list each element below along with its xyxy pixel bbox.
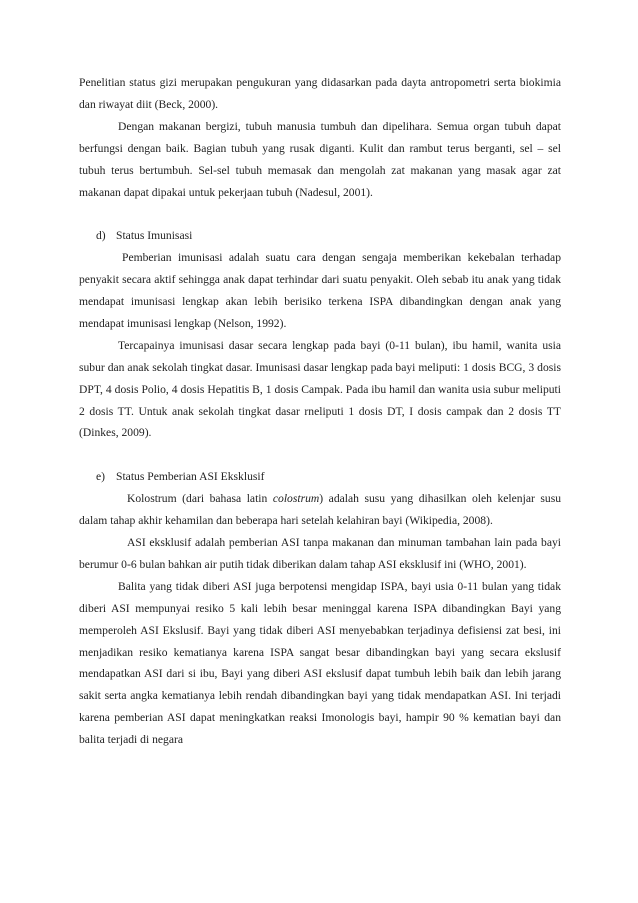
section-heading-asi-eksklusif [79, 466, 561, 488]
paragraph-asi-eksklusif-definition: ASI eksklusif adalah pemberian ASI tanpa makanan dan minuman tambahan lain pada bayi berumur 0-6 bulan bahkan air putih tidak diberikan dalam tahap ASI eksklusif ini (WHO, 2001). [79, 536, 561, 571]
paragraph-pemberian-imunisasi: Pemberian imunisasi adalah suatu cara dengan sengaja memberikan kekebalan terhadap penyakit secara aktif sehingga anak dapat terhindar dari suatu penyakit. Oleh sebab itu anak yang tidak mendapat imunisasi lengkap akan lebih berisiko terkena ISPA dibandingkan dengan anak yang mendapat imunisasi lengkap (Nelson, 1992). [79, 251, 561, 330]
paragraph-text: ) adalah susu yang dihasilkan oleh kelenjar susu dalam tahap akhir kehamilan dan beberapa hari setelah kelahiran bayi (Wikipedia, 2008). [79, 492, 561, 528]
paragraph-imunisasi-dasar: Tercapainya imunisasi dasar secara lengkap pada bayi (0-11 bulan), ibu hamil, wanita usia subur dan anak sekolah tingkat dasar. Imunisasi dasar lengkap pada bayi meliputi: 1 dosis BCG, 3 dosis DPT, 4 dosis Polio, 4 dosis Hepatitis B, 1 dosis Campak. Pada ibu hamil dan wanita usia subur meliputi 2 dosis TT. Untuk anak sekolah tingkat dasar rneliputi 1 dosis DT, I dosis campak dan 2 dosis TT (Dinkes, 2009). [79, 338, 561, 440]
paragraph-gap [79, 444, 561, 466]
paragraph-kolostrum [79, 488, 561, 532]
section-number: e) [96, 470, 106, 484]
latin-term: colostrum [272, 492, 320, 506]
paragraph-status-gizi-definition: Penelitian status gizi merupakan pengukuran yang didasarkan pada dayta antropometri serta biokimia dan riwayat diit (Beck, 2000). [79, 76, 561, 111]
section-title: Status Pemberian ASI Eksklusif [116, 470, 265, 484]
paragraph-balita-tanpa-asi: Balita yang tidak diberi ASI juga berpotensi mengidap ISPA, bayi usia 0-11 bulan yang tidak diberi ASI mempunyai resiko 5 kali lebih besar meninggal karena ISPA dibandingkan Bayi yang memperoleh ASI Ekslusif. Bayi yang tidak diberi ASI menyebabkan terjadinya defisiensi zat besi, ini menjadikan resiko kematianya karena ISPA sangat besar dibandingkan bayi yang secara ekslusif mendapatkan ASI dari si ibu, Bayi yang diberi ASI ekslusif dapat tumbuh lebih baik dan lebih jarang sakit serta angka kematianya lebih rendah dibandingkan bayi yang tidak mendapatkan ASI. Ini terjadi karena pemberian ASI dapat meningkatkan reaksi Imonologis bayi, hampir 90 % kematian bayi dan balita terjadi di negara [79, 579, 561, 747]
body-text [79, 72, 561, 751]
section-title: Status Imunisasi [116, 229, 193, 243]
paragraph-makanan-bergizi: Dengan makanan bergizi, tubuh manusia tumbuh dan dipelihara. Semua organ tubuh dapat berfungsi dengan baik. Bagian tubuh yang rusak diganti. Kulit dan rambut terus berganti, sel – sel tubuh terus bertumbuh. Sel-sel tubuh memasak dan mengolah zat makanan yang masak agar zat makanan dapat dipakai untuk pekerjaan tubuh (Nadesul, 2001). [79, 119, 561, 199]
section-heading-status-imunisasi [79, 225, 561, 247]
paragraph-text: Kolostrum (dari bahasa latin [127, 492, 273, 506]
section-number: d) [96, 229, 106, 243]
paragraph-gap [79, 203, 561, 225]
